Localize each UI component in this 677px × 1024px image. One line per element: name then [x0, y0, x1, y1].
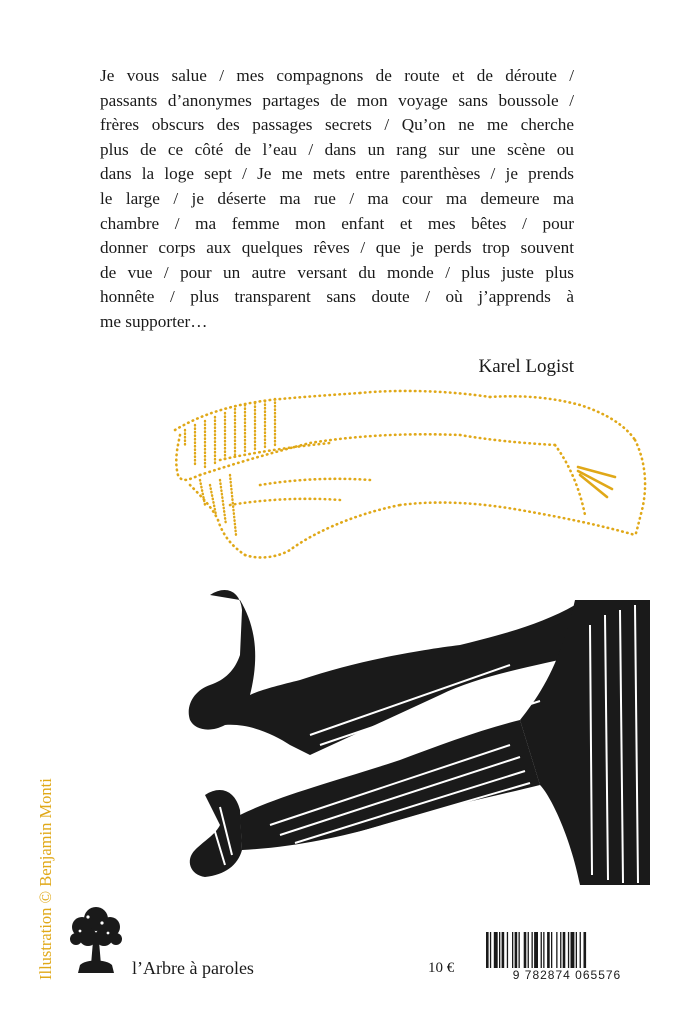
- barcode-bar: [494, 932, 498, 970]
- barcode-bars: [484, 932, 650, 970]
- barcode-bar: [524, 932, 527, 970]
- barcode-bar: [515, 932, 518, 970]
- price: 10 €: [428, 960, 455, 976]
- poem-line: le large / je déserte ma rue / ma cour ma demeure ma: [100, 188, 574, 208]
- barcode-bar: [532, 932, 533, 970]
- poem-line: de vue / pour un autre versant du monde / plus juste plus: [100, 262, 574, 282]
- barcode-bar: [534, 932, 538, 970]
- barcode-bar: [543, 932, 544, 970]
- poem-line: plus de ce côté de l’eau / dans un rang sur une scène ou: [100, 139, 574, 159]
- poem-line: donner corps aux quelques rêves / que je perds trop souvent: [100, 238, 574, 258]
- barcode-bar: [541, 932, 542, 970]
- barcode-bar: [486, 932, 489, 970]
- tree-logo-icon: [68, 903, 124, 979]
- ink-legs-illustration: [180, 585, 650, 885]
- publisher-name: l’Arbre à paroles: [132, 958, 254, 978]
- isbn-number: 9 782874 065576: [484, 968, 650, 982]
- barcode-bar: [568, 932, 569, 970]
- poem-text: [100, 64, 574, 335]
- barcode-bar: [576, 932, 577, 970]
- illustration-credit: Illustration © Benjamin Monti: [36, 778, 55, 980]
- poem-line: passants d’anonymes partages de mon voyage sans boussole /: [100, 90, 574, 110]
- poem-line: Je vous salue / mes compagnons de route et de déroute /: [100, 66, 574, 85]
- barcode-bar: [502, 932, 505, 970]
- barcode-bar: [563, 932, 566, 970]
- poem-line: frères obscurs des passages secrets / Qu’on ne me cherche: [100, 115, 574, 135]
- barcode-bar: [507, 932, 508, 970]
- poem-line: dans la loge sept / Je me mets entre parenthèses / je prends: [100, 164, 574, 184]
- barcode-bar: [499, 932, 500, 970]
- barcode-bar: [490, 932, 491, 970]
- barcode-bar: [556, 932, 557, 970]
- barcode-bar: [512, 932, 513, 970]
- author-name: Karel Logist: [478, 356, 574, 377]
- barcode-bar: [519, 932, 520, 970]
- barcode-bar: [547, 932, 550, 970]
- barcode-bar: [551, 932, 552, 970]
- poem-line: me supporter…: [100, 311, 208, 331]
- barcode-bar: [571, 932, 575, 970]
- barcode-bar: [584, 932, 587, 970]
- barcode-bar: [528, 932, 529, 970]
- barcode-bar: [580, 932, 581, 970]
- poem-line: chambre / ma femme mon enfant et mes bêtes / pour: [100, 213, 574, 233]
- barcode-bar: [560, 932, 561, 970]
- dotted-legs-illustration: [160, 385, 650, 575]
- poem-line: honnête / plus transparent sans doute / où j’apprends à: [100, 287, 574, 307]
